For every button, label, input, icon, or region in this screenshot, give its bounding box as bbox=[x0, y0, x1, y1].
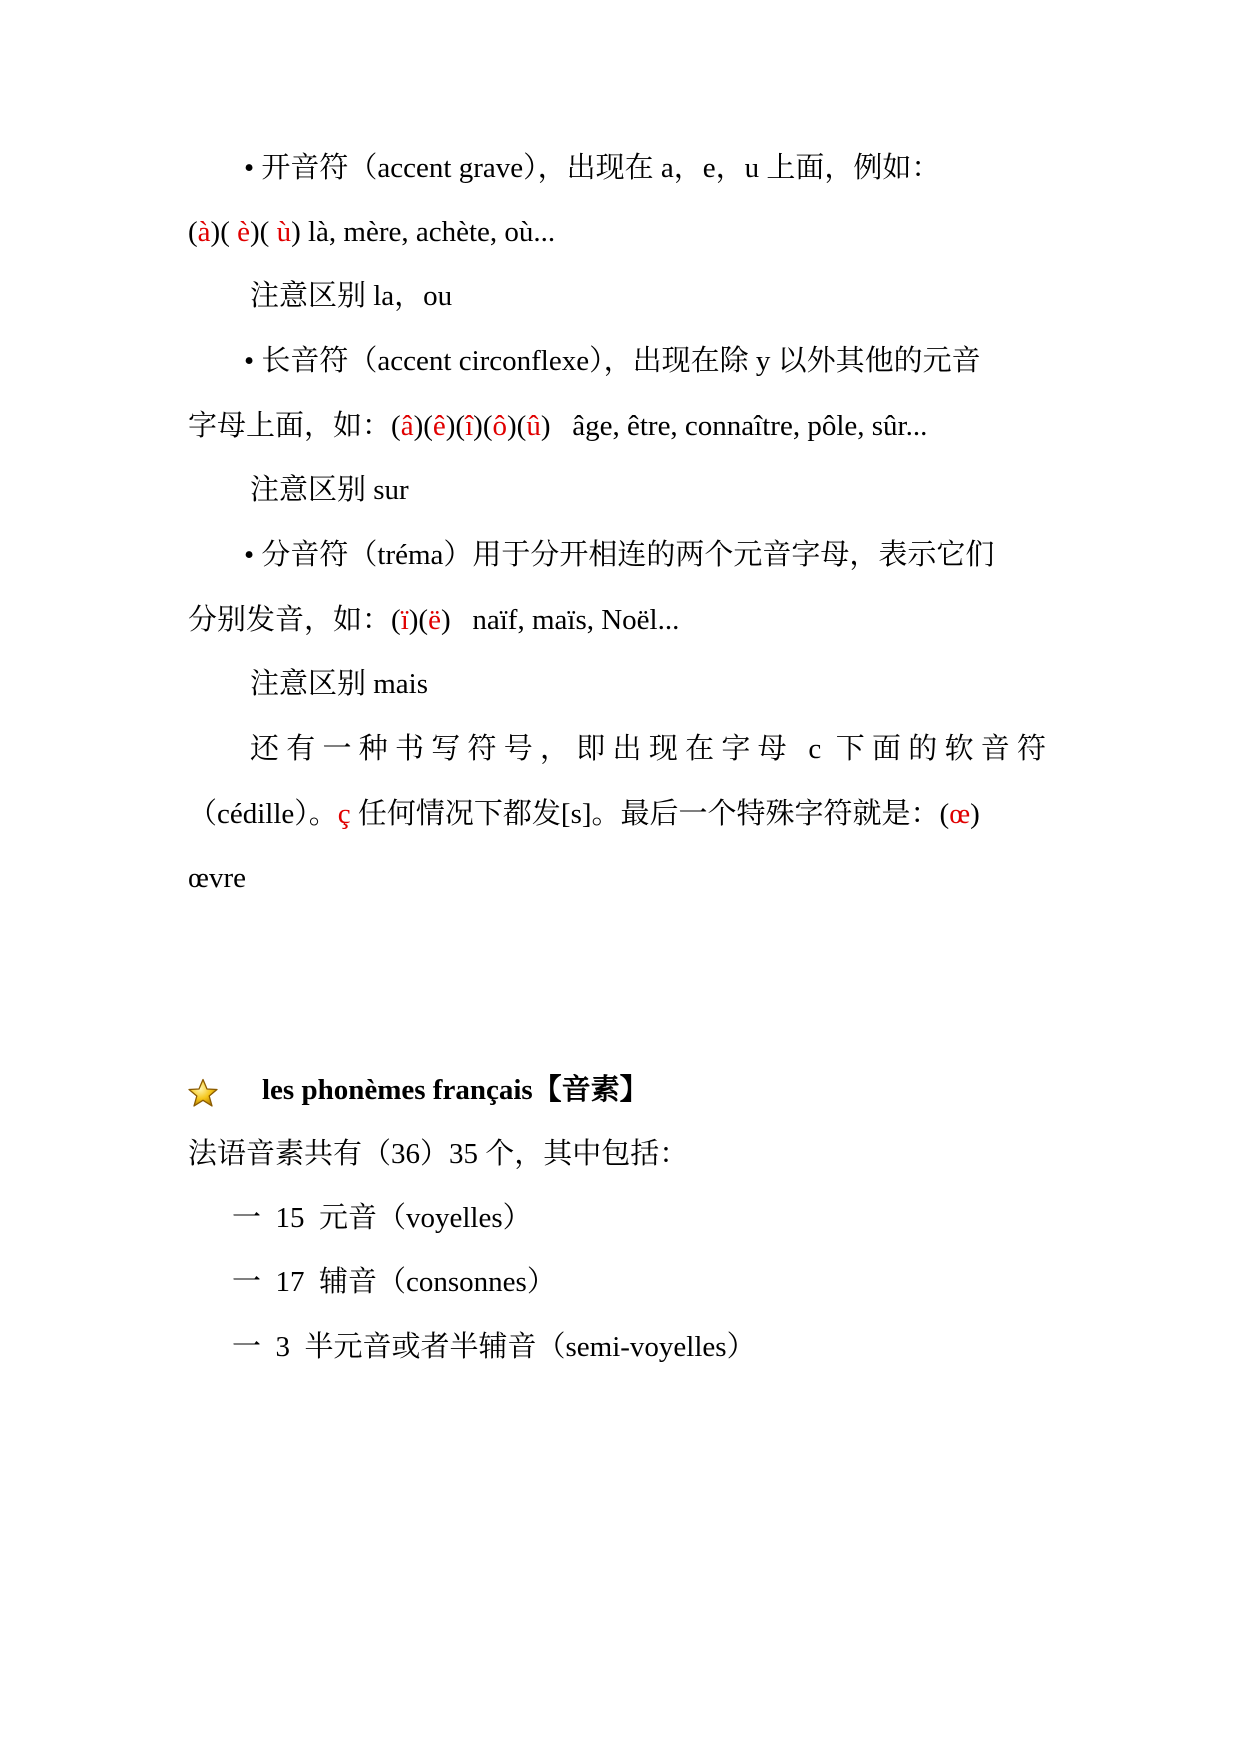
list-item: 一 3 半元音或者半辅音（semi-voyelles） bbox=[232, 1331, 756, 1363]
example-words: là, mère, achète, où... bbox=[300, 216, 556, 248]
circumflex-examples-line bbox=[188, 406, 927, 446]
accent-letter: ê bbox=[432, 410, 446, 442]
mark-paren: )( bbox=[210, 216, 238, 248]
mark-paren: ) bbox=[440, 604, 451, 636]
mark-paren: ) bbox=[291, 216, 301, 248]
mark-paren: )( bbox=[506, 410, 527, 442]
mark-paren: ) bbox=[540, 410, 551, 442]
mark-paren: ( bbox=[391, 410, 401, 442]
example-words: naïf, maïs, Noël... bbox=[450, 604, 680, 636]
mark-paren: ( bbox=[188, 216, 198, 248]
list-item: 一 15 元音（voyelles） bbox=[232, 1202, 532, 1234]
cedille-mid: 任何情况下都发[s]。最后一个特殊字符就是：( bbox=[350, 798, 950, 830]
cedille-line-1: 还有一种书写符号，即出现在字母 c 下面的软音符 bbox=[250, 733, 1046, 765]
cedille-end: ) bbox=[970, 798, 980, 830]
accent-letter: ù bbox=[276, 216, 292, 248]
mark-paren: )( bbox=[445, 410, 466, 442]
grave-examples-line bbox=[188, 212, 555, 252]
circumflex-bullet-line: • 长音符（accent circonflexe），出现在除 y 以外其他的元音 bbox=[244, 345, 981, 377]
accent-letter: è bbox=[237, 216, 250, 248]
oe-char: œ bbox=[949, 798, 971, 830]
prefix-text: 分别发音，如： bbox=[188, 604, 392, 636]
accent-letter: î bbox=[465, 410, 474, 442]
accent-letter: à bbox=[197, 216, 211, 248]
cedilla-char: ç bbox=[337, 798, 351, 830]
list-item: 一 17 辅音（consonnes） bbox=[232, 1266, 556, 1298]
mark-paren: )( bbox=[408, 604, 429, 636]
accent-letter: ë bbox=[428, 604, 441, 636]
trema-bullet-line: • 分音符（tréma）用于分开相连的两个元音字母，表示它们 bbox=[244, 539, 995, 571]
accent-letter: û bbox=[526, 410, 541, 442]
star-icon bbox=[188, 1078, 218, 1108]
accent-letter: ô bbox=[492, 410, 507, 442]
cedille-line-3: œvre bbox=[188, 862, 246, 894]
mark-paren: )( bbox=[413, 410, 433, 442]
grave-note: 注意区别 la，ou bbox=[250, 280, 453, 312]
prefix-text: 字母上面，如： bbox=[188, 410, 392, 442]
accent-letter: ï bbox=[400, 604, 409, 636]
accent-letter: â bbox=[400, 410, 414, 442]
grave-bullet-line: • 开音符（accent grave），出现在 a，e，u 上面，例如： bbox=[244, 152, 941, 184]
section-heading: les phonèmes français【音素】 bbox=[262, 1074, 649, 1106]
example-words: âge, être, connaître, pôle, sûr... bbox=[550, 410, 928, 442]
mark-paren: ( bbox=[391, 604, 401, 636]
phoneme-intro: 法语音素共有（36）35 个，其中包括： bbox=[188, 1138, 689, 1170]
circumflex-note: 注意区别 sur bbox=[250, 474, 409, 506]
trema-examples-line bbox=[188, 600, 679, 640]
mark-paren: )( bbox=[250, 216, 277, 248]
trema-note: 注意区别 mais bbox=[250, 668, 429, 700]
cedille-start: （cédille）。 bbox=[188, 798, 338, 830]
mark-paren: )( bbox=[473, 410, 493, 442]
cedille-line-2 bbox=[188, 794, 980, 834]
